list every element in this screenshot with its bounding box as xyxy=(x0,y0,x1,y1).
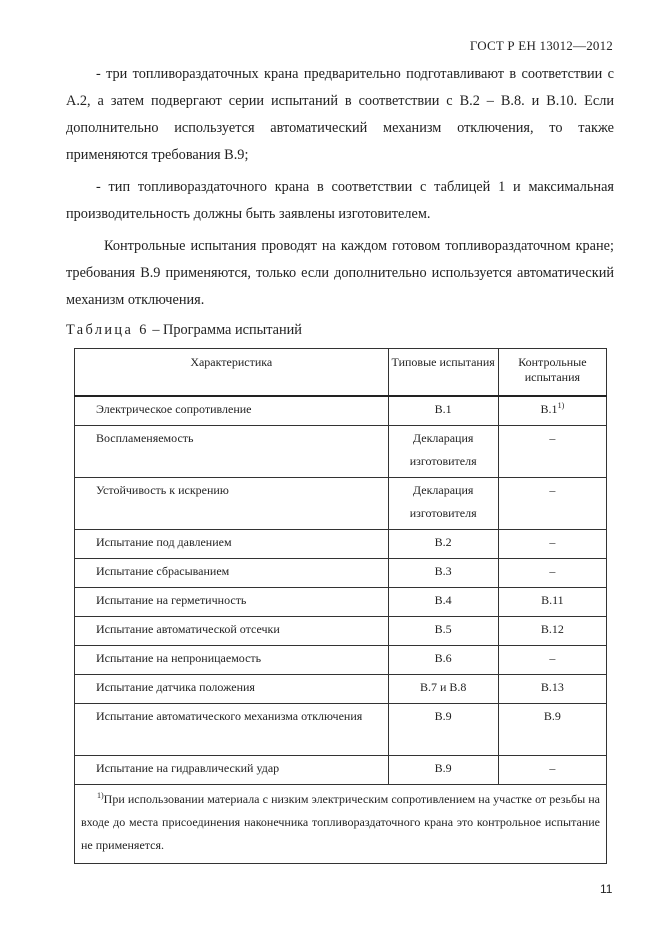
row-control-test: В.9 xyxy=(498,703,606,755)
row-characteristic: Испытание под давлением xyxy=(75,529,389,558)
table-row xyxy=(75,587,607,616)
row-characteristic: Испытание автоматического механизма отключения xyxy=(75,703,389,755)
footnote-mark: 1) xyxy=(97,790,104,800)
row-control-test: В.11 xyxy=(498,587,606,616)
row-type-test: Декларация изготовителя xyxy=(388,425,498,477)
row-type-test: В.3 xyxy=(388,558,498,587)
row-characteristic: Электрическое сопротивление xyxy=(75,396,389,425)
header-characteristic: Характеристика xyxy=(75,349,389,397)
row-type-test: В.2 xyxy=(388,529,498,558)
table-header-row xyxy=(75,349,607,397)
table-row xyxy=(75,703,607,755)
row-type-test: В.6 xyxy=(388,645,498,674)
row-characteristic: Испытание сбрасыванием xyxy=(75,558,389,587)
paragraph-type-tests: - три топливораздаточных крана предварительно подготавливают в соответствии с А.2, а затем подвергают серии испытаний в соответствии с В.2 – В.8. и В.10. Если дополнительно используется автоматический механизм отключения, то также применяются требования В.9; xyxy=(66,66,614,163)
test-program-table xyxy=(74,348,607,864)
table-footnote xyxy=(75,784,607,863)
row-control-test: – xyxy=(498,558,606,587)
table-caption xyxy=(66,322,302,339)
row-control-test: – xyxy=(498,477,606,529)
row-characteristic: Устойчивость к искрению xyxy=(75,477,389,529)
row-characteristic: Испытание на гидравлический удар xyxy=(75,755,389,784)
row-control-test: – xyxy=(498,755,606,784)
table-footnote-row xyxy=(75,784,607,863)
table-row xyxy=(75,616,607,645)
row-control-value: В.1 xyxy=(540,402,558,416)
row-type-test: В.9 xyxy=(388,703,498,755)
table-row xyxy=(75,477,607,529)
table-row xyxy=(75,755,607,784)
row-characteristic: Испытание автоматической отсечки xyxy=(75,616,389,645)
row-control-test: – xyxy=(498,425,606,477)
header-control-tests: Контрольные испытания xyxy=(498,349,606,397)
row-characteristic: Испытание датчика положения xyxy=(75,674,389,703)
document-id: ГОСТ Р ЕН 13012—2012 xyxy=(469,38,613,53)
row-type-test: Декларация изготовителя xyxy=(388,477,498,529)
row-control-test: – xyxy=(498,529,606,558)
row-control-test xyxy=(498,396,606,425)
row-characteristic: Испытание на герметичность xyxy=(75,587,389,616)
table-row xyxy=(75,396,607,425)
row-characteristic: Испытание на непроницаемость xyxy=(75,645,389,674)
row-characteristic: Воспламеняемость xyxy=(75,425,389,477)
paragraph-declaration: - тип топливораздаточного крана в соответствии с таблицей 1 и максимальная производительность должны быть заявлены изготовителем. xyxy=(66,179,614,222)
header-type-tests: Типовые испытания xyxy=(388,349,498,397)
footnote-text: При использовании материала с низким электрическим сопротивлением на участке от резьбы на входе до места присоединения наконечника топливораздаточного крана это контрольное испытание не применяется. xyxy=(81,791,600,852)
row-control-test: В.13 xyxy=(498,674,606,703)
row-type-test: В.5 xyxy=(388,616,498,645)
row-type-test: В.7 и В.8 xyxy=(388,674,498,703)
page-number: 11 xyxy=(600,882,613,896)
row-type-test: В.9 xyxy=(388,755,498,784)
table-row xyxy=(75,425,607,477)
row-control-test: В.12 xyxy=(498,616,606,645)
paragraph-control-tests: Контрольные испытания проводят на каждом готовом топливораздаточном кране; требования В.9 применяются, только если дополнительно используется автоматический механизм отключения. xyxy=(66,238,614,308)
footnote-ref: 1) xyxy=(557,401,565,410)
row-control-test: – xyxy=(498,645,606,674)
table-row xyxy=(75,645,607,674)
table-row xyxy=(75,529,607,558)
table-caption-label: Таблица 6 xyxy=(66,322,149,338)
row-type-test: В.1 xyxy=(388,396,498,425)
row-type-test: В.4 xyxy=(388,587,498,616)
table-row xyxy=(75,674,607,703)
table-caption-title: – Программа испытаний xyxy=(148,322,302,338)
table-row xyxy=(75,558,607,587)
